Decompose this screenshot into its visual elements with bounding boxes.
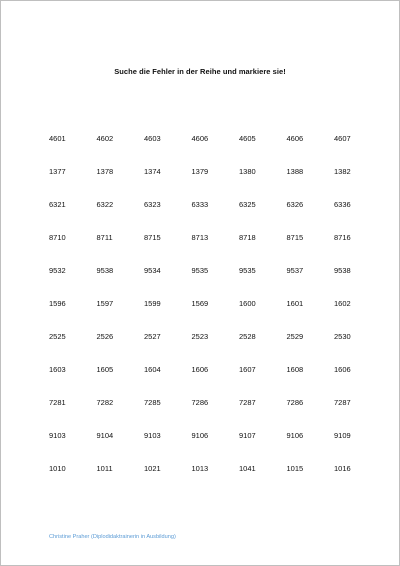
- number-cell[interactable]: 2528: [239, 332, 256, 341]
- number-cell[interactable]: 4607: [334, 134, 351, 143]
- number-grid: [49, 134, 382, 497]
- number-cell[interactable]: 2525: [49, 332, 66, 341]
- number-cell[interactable]: 7285: [144, 398, 161, 407]
- number-cell[interactable]: 1604: [144, 365, 161, 374]
- number-cell[interactable]: 2526: [96, 332, 114, 341]
- number-row: [49, 134, 382, 167]
- number-cell[interactable]: 1015: [286, 464, 304, 473]
- number-row: [49, 266, 382, 299]
- number-cell[interactable]: 1374: [144, 167, 161, 176]
- number-row: [49, 398, 382, 431]
- number-cell[interactable]: 7281: [49, 398, 66, 407]
- number-cell[interactable]: 4603: [144, 134, 161, 143]
- number-cell[interactable]: 2523: [191, 332, 209, 341]
- number-row: [49, 365, 382, 398]
- number-cell[interactable]: 1382: [334, 167, 351, 176]
- number-cell[interactable]: 6323: [144, 200, 161, 209]
- number-cell[interactable]: 9103: [144, 431, 161, 440]
- number-cell[interactable]: 4605: [239, 134, 256, 143]
- number-cell[interactable]: 9103: [49, 431, 66, 440]
- number-cell[interactable]: 9538: [334, 266, 351, 275]
- number-cell[interactable]: 4602: [96, 134, 114, 143]
- number-cell[interactable]: 1377: [49, 167, 66, 176]
- number-cell[interactable]: 1601: [286, 299, 304, 308]
- number-cell[interactable]: 6326: [286, 200, 304, 209]
- number-cell[interactable]: 7286: [191, 398, 209, 407]
- number-cell[interactable]: 1016: [334, 464, 351, 473]
- number-cell[interactable]: 1596: [49, 299, 66, 308]
- number-cell[interactable]: 9537: [286, 266, 304, 275]
- number-cell[interactable]: 1010: [49, 464, 66, 473]
- number-cell[interactable]: 1013: [191, 464, 209, 473]
- number-cell[interactable]: 1608: [286, 365, 304, 374]
- number-cell[interactable]: 9107: [239, 431, 256, 440]
- number-row: [49, 464, 382, 497]
- number-cell[interactable]: 1597: [96, 299, 114, 308]
- number-cell[interactable]: 4606: [286, 134, 304, 143]
- number-cell[interactable]: 9532: [49, 266, 66, 275]
- number-cell[interactable]: 8718: [239, 233, 256, 242]
- number-cell[interactable]: 4601: [49, 134, 66, 143]
- number-cell[interactable]: 6333: [191, 200, 209, 209]
- number-row: [49, 233, 382, 266]
- number-cell[interactable]: 1011: [96, 464, 113, 473]
- number-cell[interactable]: 9535: [191, 266, 209, 275]
- number-cell[interactable]: 6322: [96, 200, 114, 209]
- number-cell[interactable]: 7282: [96, 398, 114, 407]
- number-cell[interactable]: 4606: [191, 134, 209, 143]
- number-cell[interactable]: 8715: [144, 233, 161, 242]
- number-cell[interactable]: 7286: [286, 398, 304, 407]
- number-cell[interactable]: 1603: [49, 365, 66, 374]
- number-cell[interactable]: 9534: [144, 266, 161, 275]
- number-cell[interactable]: 8711: [96, 233, 113, 242]
- number-cell[interactable]: 1606: [334, 365, 351, 374]
- number-cell[interactable]: 7287: [334, 398, 351, 407]
- number-row: [49, 167, 382, 200]
- number-cell[interactable]: 9106: [286, 431, 304, 440]
- worksheet-title: Suche die Fehler in der Reihe und markiere sie!: [114, 67, 286, 76]
- number-cell[interactable]: 1021: [144, 464, 161, 473]
- number-cell[interactable]: 1379: [191, 167, 209, 176]
- number-row: [49, 200, 382, 233]
- number-cell[interactable]: 1569: [191, 299, 209, 308]
- author-footer: Christine Praher (Diplodidaktrainerin in Ausbildung): [49, 534, 176, 540]
- number-cell[interactable]: 2530: [334, 332, 351, 341]
- number-cell[interactable]: 2529: [286, 332, 304, 341]
- number-cell[interactable]: 9109: [334, 431, 351, 440]
- number-cell[interactable]: 9535: [239, 266, 256, 275]
- number-cell[interactable]: 1388: [286, 167, 304, 176]
- number-cell[interactable]: 6325: [239, 200, 256, 209]
- number-cell[interactable]: 1607: [239, 365, 256, 374]
- number-cell[interactable]: 8716: [334, 233, 351, 242]
- number-cell[interactable]: 1600: [239, 299, 256, 308]
- number-cell[interactable]: 9104: [96, 431, 114, 440]
- number-cell[interactable]: 1380: [239, 167, 256, 176]
- number-cell[interactable]: 8713: [191, 233, 209, 242]
- number-cell[interactable]: 6321: [49, 200, 66, 209]
- number-cell[interactable]: 8715: [286, 233, 304, 242]
- number-cell[interactable]: 9106: [191, 431, 209, 440]
- number-cell[interactable]: 9538: [96, 266, 114, 275]
- number-cell[interactable]: 1378: [96, 167, 114, 176]
- number-cell[interactable]: 1041: [239, 464, 256, 473]
- number-row: [49, 431, 382, 464]
- number-row: [49, 299, 382, 332]
- number-cell[interactable]: 7287: [239, 398, 256, 407]
- number-cell[interactable]: 1602: [334, 299, 351, 308]
- number-cell[interactable]: 1606: [191, 365, 209, 374]
- number-cell[interactable]: 2527: [144, 332, 161, 341]
- number-cell[interactable]: 6336: [334, 200, 351, 209]
- number-cell[interactable]: 1605: [96, 365, 114, 374]
- number-cell[interactable]: 8710: [49, 233, 66, 242]
- number-row: [49, 332, 382, 365]
- number-cell[interactable]: 1599: [144, 299, 161, 308]
